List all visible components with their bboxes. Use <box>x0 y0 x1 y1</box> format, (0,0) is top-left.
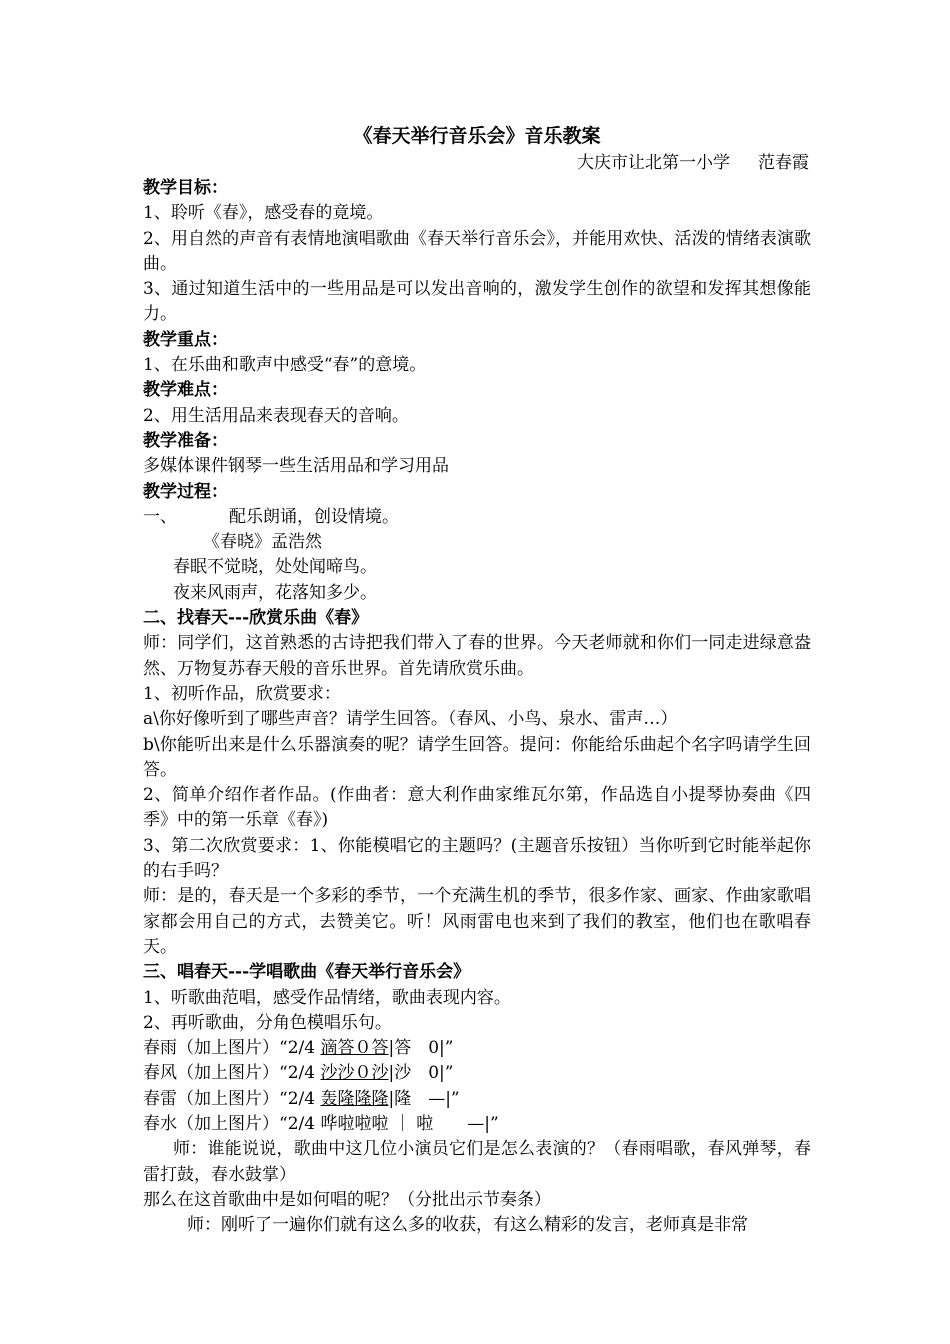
rhythm-pattern: 滴答０答 <box>320 1038 389 1059</box>
rhythm-rest: |沙 0|” <box>388 1063 454 1084</box>
prep-item: 多媒体课件钢琴一些生活用品和学习用品 <box>143 456 449 477</box>
step2-question-a: a\你好像听到了哪些声音？请学生回答。（春风、小鸟、泉水、雷声…） <box>143 709 678 730</box>
rhythm-label: 春风（加上图片）“2/4 <box>143 1063 321 1084</box>
process-heading: 教学过程： <box>143 481 228 502</box>
poem-line: 春眠不觉晓，处处闻啼鸟。 <box>173 557 377 578</box>
step2-item: 2、简单介绍作者作品。(作曲者：意大利作曲家维瓦尔第，作品选自小提琴协奏曲《四季》中的第一乐章《春》) <box>143 785 811 831</box>
step1-number: 一、 <box>143 506 177 527</box>
step2-heading: 二、找春天---欣赏乐曲《春》 <box>143 608 369 629</box>
step3-question: 那么在这首歌曲中是如何唱的呢？（分批出示节奏条） <box>143 1189 551 1210</box>
step3-item: 2、再听歌曲，分角色模唱乐句。 <box>143 1012 392 1033</box>
rhythm-line <box>143 1087 811 1112</box>
rhythm-rest: |隆 —|” <box>388 1088 460 1109</box>
document-body <box>143 122 811 1238</box>
key-heading: 教学重点： <box>143 329 228 350</box>
poem-line: 夜来风雨声，花落知多少。 <box>173 582 377 603</box>
difficulty-item: 2、用生活用品来表现春天的音响。 <box>143 405 409 426</box>
author-school: 大庆市让北第一小学 <box>577 153 730 173</box>
step3-heading: 三、唱春天---学唱歌曲《春天举行音乐会》 <box>143 962 471 983</box>
key-item: 1、在乐曲和歌声中感受“春”的意境。 <box>143 355 427 376</box>
rhythm-rest: 哗啦啦啦 ｜ 啦 —|” <box>320 1113 499 1134</box>
step1-text: 配乐朗诵，创设情境。 <box>229 506 399 527</box>
rhythm-label: 春雨（加上图片）“2/4 <box>143 1038 321 1059</box>
rhythm-line <box>143 1061 811 1086</box>
prep-heading: 教学准备： <box>143 430 228 451</box>
step2-teacher-text: 师：是的，春天是一个多彩的季节，一个充满生机的季节，很多作家、画家、作曲家歌唱家都会用自己的方式，去赞美它。听！风雨雷电也来到了我们的教室，他们也在歌唱春天。 <box>143 886 811 957</box>
goal-item: 2、用自然的声音有表情地演唱歌曲《春天举行音乐会》，并能用欢快、活泼的情绪表演歌曲。 <box>143 228 811 274</box>
goal-item: 3、通过知道生活中的一些用品是可以发出音响的，激发学生创作的欲望和发挥其想像能力。 <box>143 279 811 325</box>
author-name: 范春霞 <box>758 153 809 173</box>
step2-item: 3、第二次欣赏要求：1、你能模唱它的主题吗？(主题音乐按钮）当你听到它时能举起你的右手吗？ <box>143 835 811 882</box>
goals-heading: 教学目标： <box>143 178 228 198</box>
rhythm-label: 春水（加上图片）“2/4 <box>143 1113 321 1134</box>
rhythm-pattern: 轰隆隆隆 <box>320 1088 389 1109</box>
rhythm-label: 春雷（加上图片）“2/4 <box>143 1088 321 1109</box>
rhythm-line <box>143 1036 811 1061</box>
goal-item: 1、聆听《春》，感受春的竟境。 <box>143 203 384 224</box>
poem-title: 《春晓》孟浩然 <box>203 532 322 553</box>
rhythm-rest: |答 0|” <box>388 1038 454 1059</box>
step3-item: 1、听歌曲范唱，感受作品情绪，歌曲表现内容。 <box>143 987 511 1008</box>
step2-question-b: b\你能听出来是什么乐器演奏的呢？请学生回答。提问：你能给乐曲起个名字吗请学生回答。 <box>143 734 811 780</box>
difficulty-heading: 教学难点： <box>143 380 228 401</box>
step3-last-line: 师：刚听了一遍你们就有这么多的收获，有这么精彩的发言，老师真是非常 <box>187 1215 748 1236</box>
rhythm-pattern: 沙沙０沙 <box>320 1063 389 1084</box>
rhythm-line <box>143 1112 811 1137</box>
step2-intro: 师：同学们，这首熟悉的古诗把我们带入了春的世界。今天老师就和你们一同走进绿意盎然、万物复苏春天般的音乐世界。首先请欣赏乐曲。 <box>143 633 811 679</box>
author-line <box>143 150 811 176</box>
step1-line <box>143 505 811 530</box>
step3-teacher-text: 师：谁能说说，歌曲中这几位小演员它们是怎么表演的？（春雨唱歌，春风弹琴，春雷打鼓，春水鼓掌） <box>143 1139 811 1185</box>
page-title: 《春天举行音乐会》音乐教案 <box>353 125 601 147</box>
step2-item: 1、初听作品，欣赏要求： <box>143 683 341 704</box>
